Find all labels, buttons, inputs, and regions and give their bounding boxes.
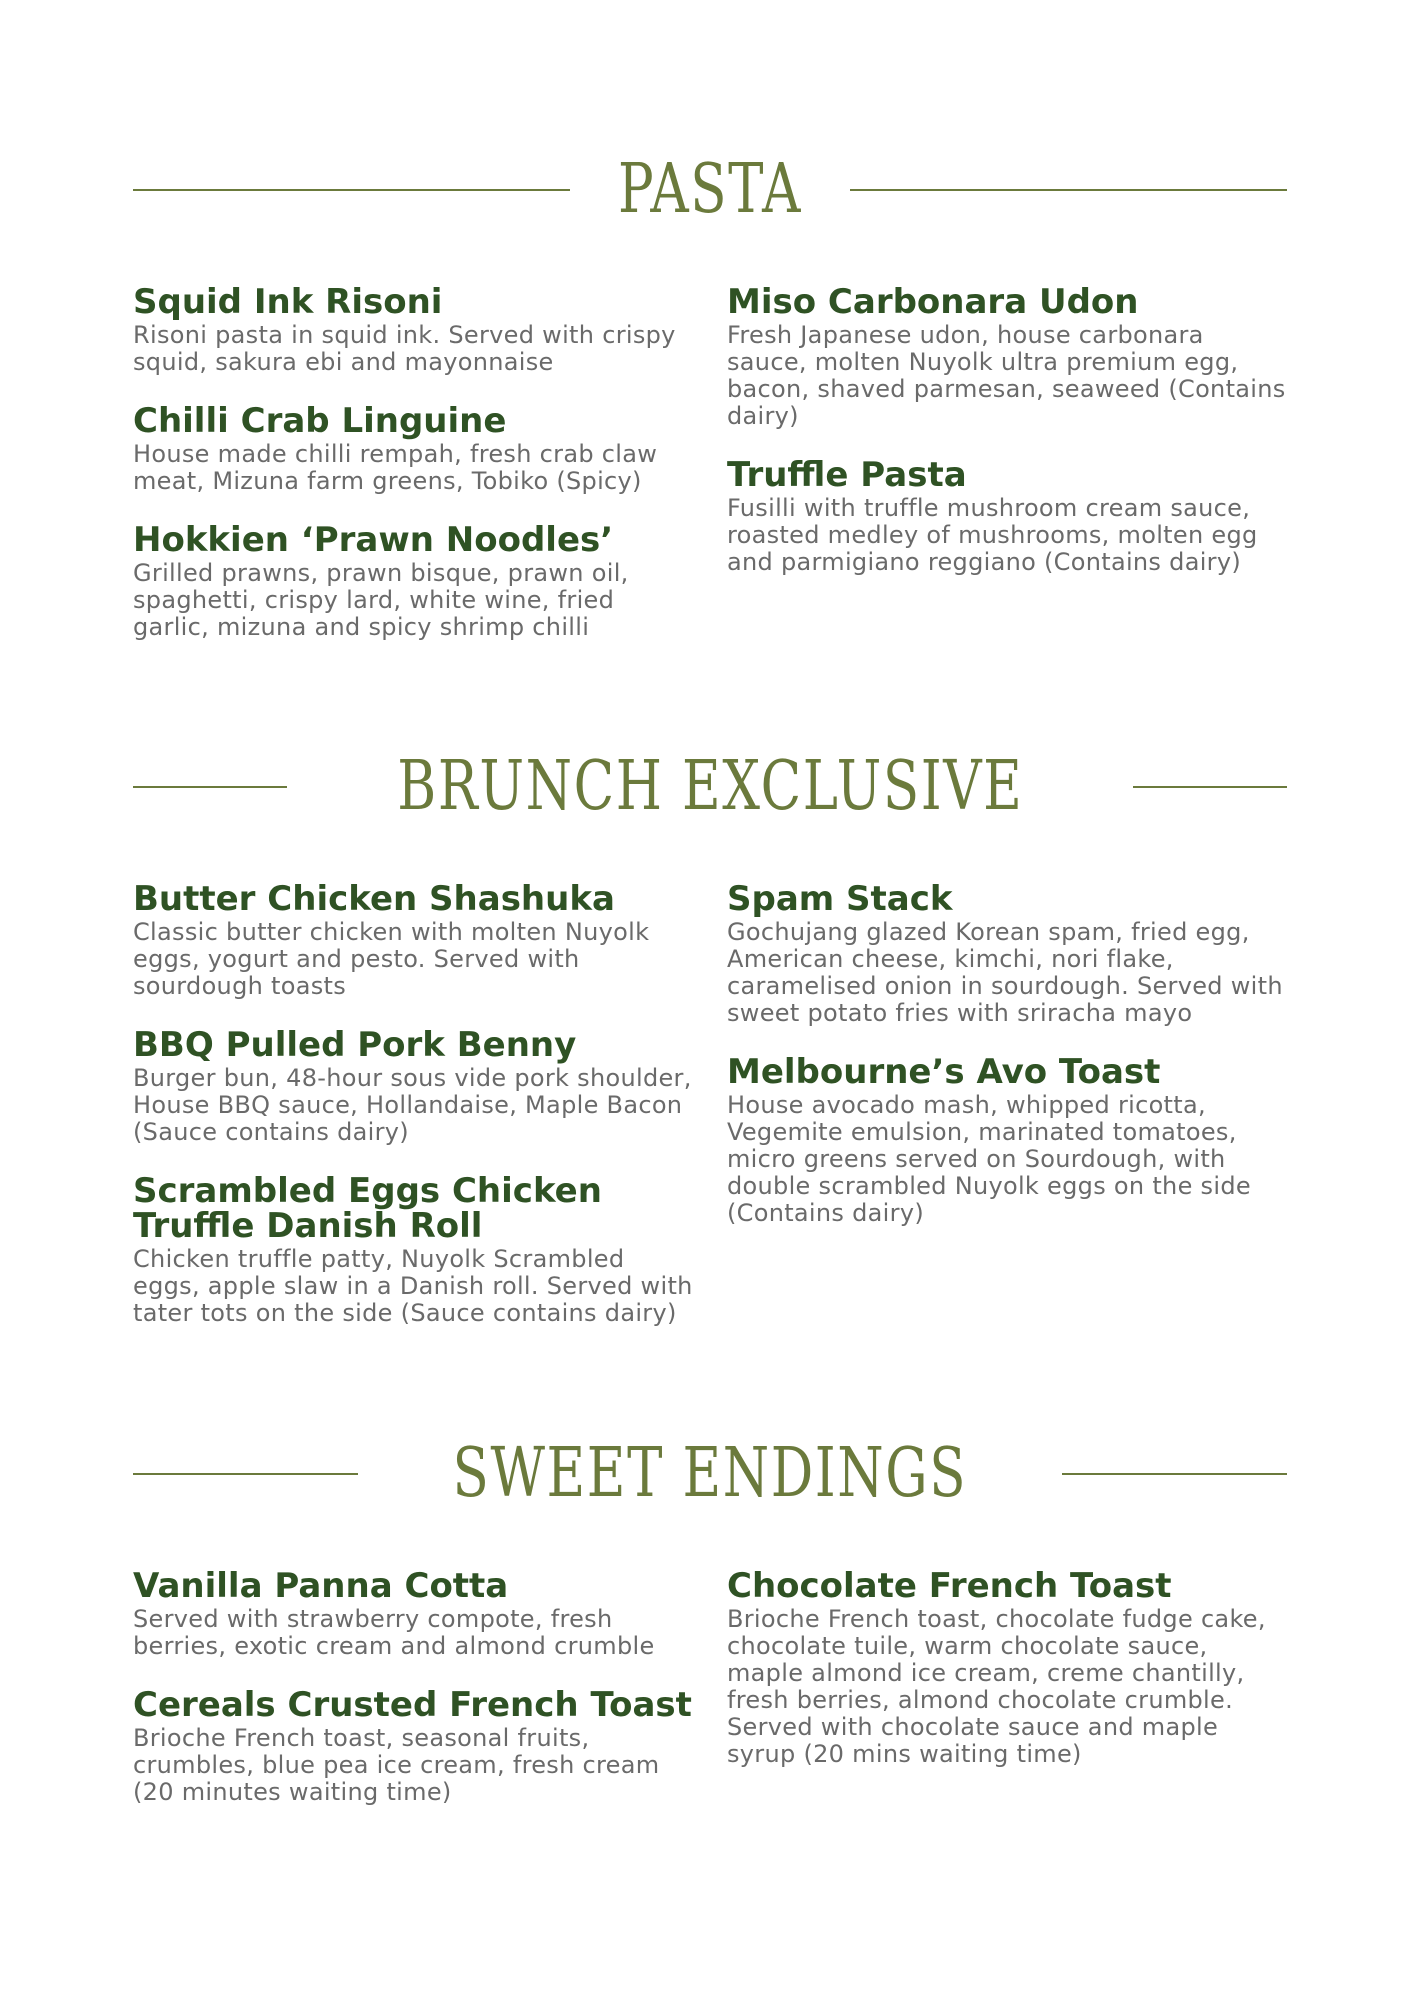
item-description: House avocado mash, whipped ricotta, Vegemite emulsion, marinated tomatoes, micro greens served on Sourdough, with double scrambled Nuyolk eggs on the side (Contains dairy) xyxy=(727,1091,1251,1227)
item-description: Fresh Japanese udon, house carbonara sauce, molten Nuyolk ultra premium egg, bacon, shaved parmesan, seaweed (Contains dairy) xyxy=(727,321,1286,430)
item-name: Chilli Crab Linguine xyxy=(133,401,507,441)
menu-column-right xyxy=(727,879,1287,1355)
section-title: PASTA xyxy=(617,150,803,229)
item-name: Scrambled Eggs Chicken Truffle Danish Roll xyxy=(133,1171,602,1246)
item-description: Classic butter chicken with molten Nuyolk eggs, yogurt and pesto. Served with sourdough toasts xyxy=(133,918,650,1000)
divider-rule-left xyxy=(133,786,287,788)
divider-rule-right xyxy=(1062,1473,1287,1475)
divider-rule-right xyxy=(1133,786,1287,788)
menu-item xyxy=(727,1052,1287,1227)
menu-column-right xyxy=(727,282,1287,669)
item-name: Melbourne’s Avo Toast xyxy=(727,1052,1161,1092)
divider-rule-left xyxy=(133,1473,358,1475)
menu-item xyxy=(133,401,693,495)
menu-item xyxy=(727,879,1287,1027)
item-description: Chicken truffle patty, Nuyolk Scrambled eggs, apple slaw in a Danish roll. Served with tater tots on the side (Sauce contains dairy) xyxy=(133,1245,693,1327)
item-name: BBQ Pulled Pork Benny xyxy=(133,1025,577,1065)
menu-item xyxy=(133,1685,693,1806)
menu-item xyxy=(727,1566,1287,1768)
item-description: Brioche French toast, seasonal fruits, crumbles, blue pea ice cream, fresh cream (20 minutes waiting time) xyxy=(133,1724,660,1806)
item-description: Fusilli with truffle mushroom cream sauce, roasted medley of mushrooms, molten egg and parmigiano reggiano (Contains dairy) xyxy=(727,494,1258,576)
menu-item xyxy=(727,282,1287,430)
item-description: Brioche French toast, chocolate fudge cake, chocolate tuile, warm chocolate sauce, maple almond ice cream, creme chantilly, fresh berries, almond chocolate crumble. Served with chocolate sauce and maple syrup (20 mins waiting time) xyxy=(727,1605,1266,1768)
item-description: House made chilli rempah, fresh crab claw meat, Mizuna farm greens, Tobiko (Spicy) xyxy=(133,440,658,495)
menu-item xyxy=(727,455,1287,576)
item-name: Truffle Pasta xyxy=(727,455,967,495)
section-header xyxy=(133,737,1287,837)
divider-rule-left xyxy=(133,189,570,191)
item-description: Risoni pasta in squid ink. Served with crispy squid, sakura ebi and mayonnaise xyxy=(133,321,676,376)
menu-item xyxy=(133,520,693,641)
section-pasta xyxy=(133,140,1287,669)
item-name: Butter Chicken Shashuka xyxy=(133,879,615,919)
item-description: Gochujang glazed Korean spam, fried egg, American cheese, kimchi, nori flake, caramelised onion in sourdough. Served with sweet potato fries with sriracha mayo xyxy=(727,918,1283,1027)
section-title: SWEET ENDINGS xyxy=(452,1434,968,1513)
menu-item xyxy=(133,1171,693,1327)
item-description: Burger bun, 48-hour sous vide pork shoulder, House BBQ sauce, Hollandaise, Maple Bacon (Sauce contains dairy) xyxy=(133,1064,692,1146)
item-description: Grilled prawns, prawn bisque, prawn oil, spaghetti, crispy lard, white wine, fried garlic, mizuna and spicy shrimp chilli xyxy=(133,559,629,641)
section-brunch-exclusive xyxy=(133,737,1287,1355)
menu-item xyxy=(133,1025,693,1146)
item-name: Cereals Crusted French Toast xyxy=(133,1685,692,1725)
section-sweet-endings xyxy=(133,1424,1287,1834)
item-name: Vanilla Panna Cotta xyxy=(133,1566,509,1606)
divider-rule-right xyxy=(850,189,1287,191)
section-header xyxy=(133,140,1287,240)
menu-column-left xyxy=(133,879,693,1355)
menu-column-left xyxy=(133,282,693,669)
menu-column-right xyxy=(727,1566,1287,1834)
menu-column-left xyxy=(133,1566,693,1834)
item-name: Chocolate French Toast xyxy=(727,1566,1172,1606)
section-title: BRUNCH EXCLUSIVE xyxy=(396,747,1024,826)
item-name: Squid Ink Risoni xyxy=(133,282,443,322)
item-description: Served with strawberry compote, fresh berries, exotic cream and almond crumble xyxy=(133,1605,655,1660)
menu-item xyxy=(133,282,693,376)
item-name: Miso Carbonara Udon xyxy=(727,282,1139,322)
menu-item xyxy=(133,1566,693,1660)
item-name: Hokkien ‘Prawn Noodles’ xyxy=(133,520,614,560)
section-header xyxy=(133,1424,1287,1524)
menu-item xyxy=(133,879,693,1000)
item-name: Spam Stack xyxy=(727,879,953,919)
